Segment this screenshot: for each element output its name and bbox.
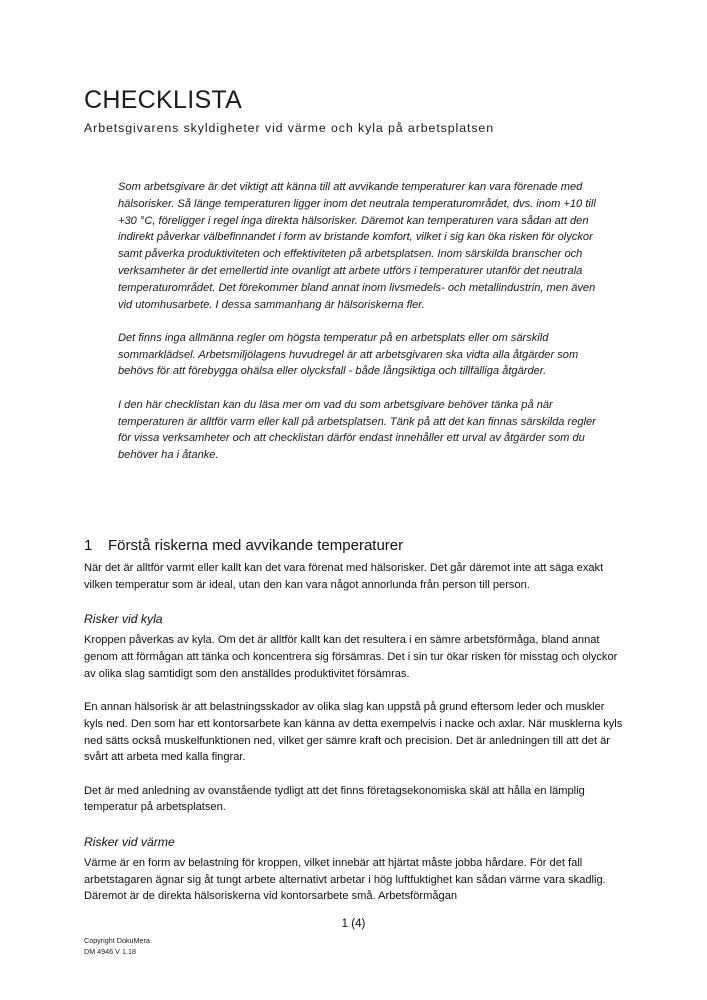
page-number: 1 (4) xyxy=(341,918,366,930)
section-lead-paragraph: När det är alltför varmt eller kallt kan det vara förenat med hälsorisker. Det går däremot inte att säga exakt vilken temperatur som är ideal, utan den kan vara något annorlunda från person till person. xyxy=(84,562,604,591)
cold-paragraph: Kroppen påverkas av kyla. Om det är alltför kallt kan det resultera i en sämre arbetsförmåga, bland annat genom att förmågan att tänka och koncentrera sig försämras. Det i sin tur ökar risken för misstag och olyckor av olika slag samtidigt som den anställdes produktivitet försämras. xyxy=(84,634,618,680)
cold-risks-heading: Risker vid kyla xyxy=(84,612,163,627)
footer xyxy=(84,936,150,957)
footer-copyright: Copyright DokuMera xyxy=(84,936,150,945)
intro-paragraph: I den här checklistan kan du läsa mer om vad du som arbetsgivare behöver tänka på när temperaturen är alltför varm eller kall på arbetsplatsen. Tänk på att det kan finnas särskilda regler för vissa verksamheter och att checklistan därför endast innehåller ett urval av åtgärder som du behöver ha i åtanke. xyxy=(118,398,596,462)
section-title: Förstå riskerna med avvikande temperaturer xyxy=(108,537,404,554)
section-risks xyxy=(84,536,624,922)
cold-paragraph: En annan hälsorisk är att belastningsskador av olika slag kan uppstå på grund eftersom leder och muskler kyls ned. Den som har ett kontorsarbete kan känna av detta exempelvis i nacke och axlar. När musklerna kyls ned sätts också muskelfunktionen ned, vilket ger sämre kraft och precision. Det är anledningen till att det är svårt att arbeta med kalla fingrar. xyxy=(84,700,623,764)
document-subtitle: Arbetsgivarens skyldigheter vid värme och kyla på arbetsplatsen xyxy=(84,121,495,135)
intro-block xyxy=(118,179,598,480)
heat-paragraph: Värme är en form av belastning för kroppen, vilket innebär att hjärtat måste jobba hårdare. För det fall arbetstagaren ägnar sig åt tungt arbete alternativt arbetar i hög luftfuktighet kan sådan värme vara skadlig. Däremot är de direkta hälsoriskerna vid kontorsarbete små. Arbetsförmågan xyxy=(84,856,606,903)
section-number: 1 xyxy=(84,537,93,554)
document-title: CHECKLISTA xyxy=(84,86,243,114)
intro-paragraph: Som arbetsgivare är det viktigt att känna till att avvikande temperaturer kan vara förenade med hälsorisker. Så länge temperaturen ligger inom det neutrala temperaturområdet, dvs. inom +10 till +30 °C, föreligger i regel inga direkta hälsorisker. Däremot kan temperaturen vara sådan att den indirekt påverkar välbefinnandet i form av bristande komfort, vilket i sig kan öka risken för olyckor samt påverka produktiviteten och effektiviteten på arbetsplatsen. Inom särskilda branscher och verksamheter är det emellertid inte ovanligt att arbete utförs i temperaturer utanför det neutrala temperaturområdet. Det förekommer bland annat inom livsmedels- och metallindustrin, men även vid utomhusarbete. I dessa sammanhang är hälsoriskerna fler. xyxy=(118,181,596,311)
intro-paragraph: Det finns inga allmänna regler om högsta temperatur på en arbetsplats eller om särskild sommarklädsel. Arbetsmiljölagens huvudregel är att arbetsgivaren ska vidta alla åtgärder som behövs för att förebygga ohälsa eller olycksfall - både långsiktiga och tillfälliga åtgärder. xyxy=(118,331,579,378)
section-heading xyxy=(84,536,624,556)
footer-doc-id: DM 4946 V 1.18 xyxy=(84,946,136,956)
cold-paragraph: Det är med anledning av ovanstående tydligt att det finns företagsekonomiska skäl att hålla en lämplig temperatur på arbetsplatsen. xyxy=(84,784,585,814)
heat-risks-heading: Risker vid värme xyxy=(84,834,175,849)
